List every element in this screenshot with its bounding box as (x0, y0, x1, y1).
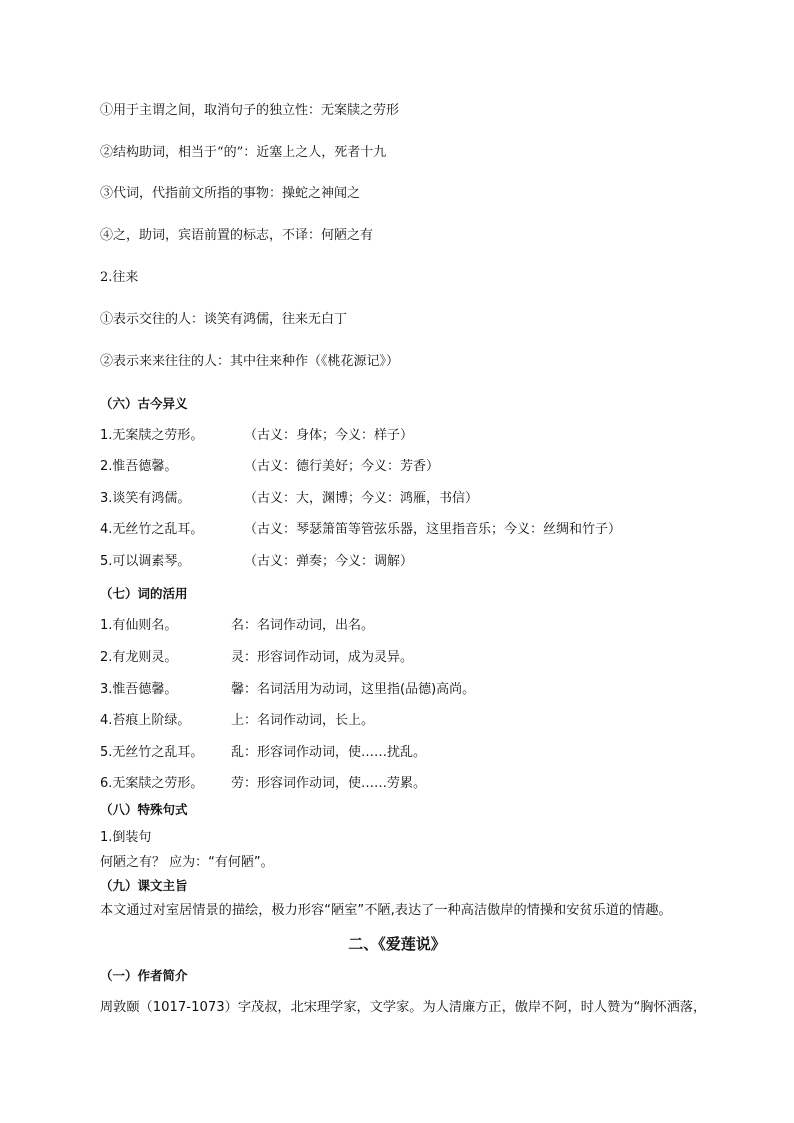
teshu-example: 何陋之有？ 应为：“有何陋”。 (100, 855, 274, 870)
gujin-heading: （六）古今异义 (100, 396, 188, 411)
gujin-item-5 (100, 552, 414, 572)
gujin-phrase: 3.谈笑有鸿儒。 (100, 491, 191, 506)
gujin-phrase: 2.惟吾德馨。 (100, 459, 178, 474)
huoyong-gloss: 名：名词作动词，出名。 (231, 618, 375, 633)
section2-title: 二、《爱莲说》 (348, 935, 446, 953)
gujin-item-4 (100, 520, 622, 540)
teshu-sub: 1.倒装句 (100, 830, 152, 845)
wanglai-item-2: ②表示来来往往的人：其中往来种作（《桃花源记》） (100, 354, 400, 369)
zhi-usage-1: ①用于主谓之间，取消句子的独立性：无案牍之劳形 (100, 103, 400, 118)
huoyong-heading: （七）词的活用 (100, 586, 188, 601)
teshu-heading: （八）特殊句式 (100, 802, 188, 817)
gujin-phrase: 4.无丝竹之乱耳。 (100, 522, 204, 537)
wanglai-item-1: ①表示交往的人：谈笑有鸿儒，往来无白丁 (100, 312, 348, 327)
gujin-item-3 (100, 489, 479, 509)
author-heading: （一）作者简介 (100, 968, 188, 983)
huoyong-item-5 (100, 743, 427, 763)
huoyong-phrase: 4.苔痕上阶绿。 (100, 713, 191, 728)
huoyong-phrase: 2.有龙则灵。 (100, 650, 178, 665)
huoyong-item-4 (100, 711, 375, 731)
huoyong-gloss: 馨：名词活用为动词，这里指(品德)高尚。 (231, 682, 476, 697)
gujin-gloss: （古义：德行美好；今义：芳香） (244, 459, 440, 474)
zhuzhi-heading: （九）课文主旨 (100, 878, 188, 893)
huoyong-item-1 (100, 616, 375, 636)
gujin-item-1 (100, 426, 414, 446)
huoyong-item-3 (100, 680, 476, 700)
gujin-item-2 (100, 457, 440, 477)
gujin-gloss: （古义：弹奏；今义：调解） (244, 554, 414, 569)
huoyong-phrase: 3.惟吾德馨。 (100, 682, 178, 697)
gujin-gloss: （古义：身体；今义：样子） (244, 428, 414, 443)
gujin-gloss: （古义：大，渊博；今义：鸿雁，书信） (244, 491, 479, 506)
huoyong-gloss: 灵：形容词作动词，成为灵异。 (231, 650, 414, 665)
gujin-gloss: （古义：琴瑟箫笛等管弦乐器，这里指音乐；今义：丝绸和竹子） (244, 522, 622, 537)
zhi-usage-4: ④之，助词，宾语前置的标志，不译：何陋之有 (100, 228, 374, 243)
zhuzhi-text: 本文通过对室居情景的描绘，极力形容“陋室”不陋,表达了一种高洁傲岸的情操和安贫乐道的情趣。 (100, 903, 672, 918)
huoyong-item-2 (100, 648, 414, 668)
wanglai-heading: 2.往来 (100, 270, 139, 285)
huoyong-item-6 (100, 774, 427, 794)
gujin-phrase: 5.可以调素琴。 (100, 554, 191, 569)
zhi-usage-2: ②结构助词，相当于“的”：近塞上之人，死者十九 (100, 145, 387, 160)
huoyong-phrase: 5.无丝竹之乱耳。 (100, 745, 204, 760)
huoyong-gloss: 乱：形容词作动词，使……扰乱。 (231, 745, 427, 760)
huoyong-phrase: 6.无案牍之劳形。 (100, 776, 204, 791)
huoyong-gloss: 上：名词作动词，长上。 (231, 713, 375, 728)
zhi-usage-3: ③代词，代指前文所指的事物：操蛇之神闻之 (100, 186, 361, 201)
huoyong-phrase: 1.有仙则名。 (100, 618, 178, 633)
author-text: 周敦颐（1017-1073）字茂叔，北宋理学家，文学家。为人清廉方正，傲岸不阿，时人赞为“胸怀洒落， (100, 1000, 707, 1015)
huoyong-gloss: 劳：形容词作动词，使……劳累。 (231, 776, 427, 791)
gujin-phrase: 1.无案牍之劳形。 (100, 428, 204, 443)
